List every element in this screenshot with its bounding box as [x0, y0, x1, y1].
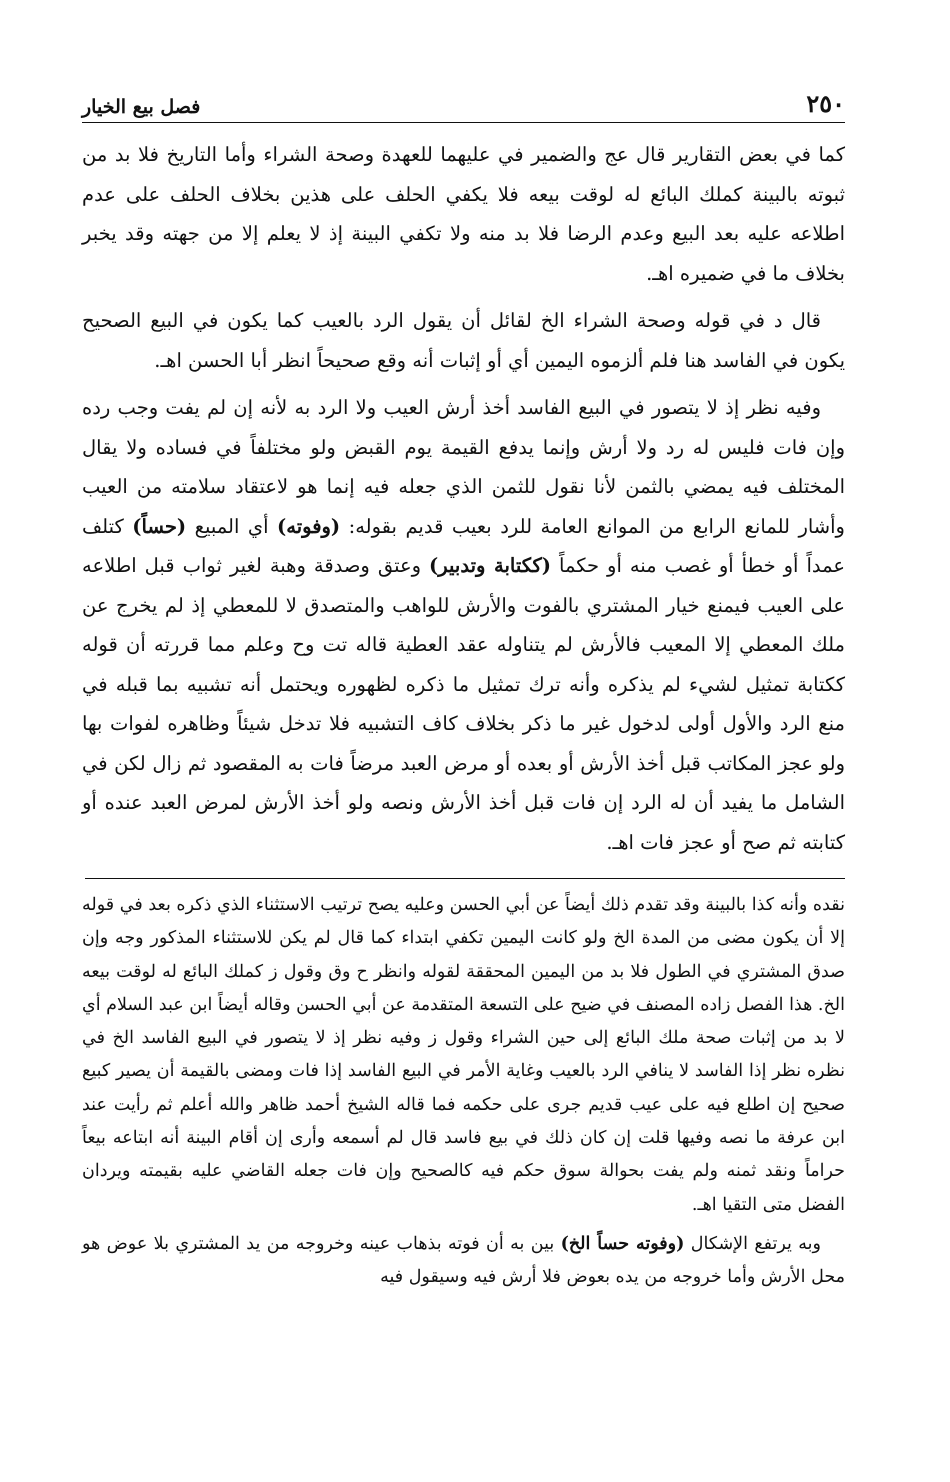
footnote-text: وبه يرتفع الإشكال [690, 1233, 821, 1254]
paragraph [82, 301, 845, 380]
footnote-paragraph [82, 889, 845, 1222]
footnote-paragraph [82, 1228, 845, 1295]
paragraph-text: قال د في قوله وصحة الشراء الخ لقائل أن يقول الرد بالعيب كما يكون في البيع الصحيح يكون في الفاسد هنا فلم ألزموه اليمين أي أو إثبات أنه وقع صحيحاً انظر أبا الحسن اهـ. [82, 309, 845, 372]
matn-quote: (حساً) [132, 514, 187, 538]
footnotes [82, 889, 845, 1295]
matn-quote: (وفوته) [277, 514, 341, 538]
paragraph [82, 135, 845, 293]
paragraph-text: وفيه نظر إذ لا يتصور في البيع الفاسد أخذ أرش العيب ولا الرد به لأنه إن لم يفت وجب رده وإن فات فليس له رد ولا أرش وإنما يدفع القيمة يوم القبض ولو مختلفاً في فساده ولا يقال المختلف فيه يمضي بالثمن لأنا نقول للثمن الذي جعله فيه إنما هو لاعتقاد سلامته من العيب وأشار للمانع الرابع من الموانع العامة للرد بعيب قديم بقوله: [82, 396, 845, 538]
main-text [82, 135, 845, 862]
page-number: ٢٥٠ [806, 89, 845, 118]
paragraph [82, 388, 845, 862]
footnote-text: نقده وأنه كذا بالبينة وقد تقدم ذلك أيضاً عن أبي الحسن وعليه يصح ترتيب الاستثناء الذي ذكره بعد في قوله إلا أن يكون مضى من المدة الخ ولو كانت اليمين تكفي ابتداء كما قال لم يكن للاستثناء المذكور وجه وإن صدق المشتري في الطول فلا بد من اليمين المحققة لقوله وانظر ح وق وقول ز كملك البائع له لوقت بيعه الخ. هذا الفصل زاده المصنف في ضيح على التسعة المتقدمة عن أبي الحسن وقاله أيضاً ابن عبد السلام أي لا بد من إثبات صحة ملك البائع إلى حين الشراء وقول ز وفيه نظر إذ لا يتصور في البيع الفاسد الخ في نظره نظر إذا الفاسد لا ينافي الرد بالعيب وغاية الأمر في البيع الفاسد إذا فات ومضى بالقيمة أن يصير كبيع صحيح إن اطلع فيه على عيب قديم جرى على حكمه فما قاله الشيخ أحمد ظاهر والله أعلم ثم رأيت عند ابن عرفة ما نصه وفيها قلت إن كان ذلك في بيع فاسد قال لم أسمعه وأرى إن أقام البينة أنه ابتاعه بيعاً حراماً ونقد ثمنه ولم يفت بحوالة سوق حكم فيه كالصحيح وإن فات جعله القاضي عليه بقيمته ويردان الفضل متى التقيا اهـ. [82, 895, 845, 1215]
page-header [82, 88, 845, 123]
paragraph-text: كما في بعض التقارير قال عج والضمير في عليهما للعهدة وصحة الشراء وأما التاريخ فلا بد من ثبوته بالبينة كملك البائع له لوقت بيعه فلا يكفي الحلف على هذين بخلاف الحلف على عدم اطلاعه عليه بعد البيع وعدم الرضا فلا بد منه ولا تكفي البينة إذ لا يعلم إلا من جهته وقد يخبر بخلاف ما في ضميره اهـ. [82, 143, 845, 285]
footnote-divider [85, 878, 845, 879]
chapter-title: فصل بيع الخيار [82, 96, 208, 118]
paragraph-text: وعتق وصدقة وهبة لغير ثواب قبل اطلاعه على العيب فيمنع خيار المشتري بالفوت والأرش للواهب والمتصدق لا للمعطي إذ لم يخرج عن ملك المعطي إلا المعيب فالأرش لم يتناوله عقد العطية قاله تت وح وعلم مما قررته أن قوله ككتابة تمثيل لشيء لم يذكره وأنه ترك تمثيل ما ذكره لظهوره ويحتمل أنه تشبيه بما قبله في منع الرد والأول أولى لدخول غير ما ذكر بخلاف كاف التشبيه فلا تدخل شيئاً وظاهره لفوات بها ولو عجز المكاتب قبل أخذ الأرش أو بعده أو مرض العبد مرضاً فات به المقصود ثم زال لكن في الشامل ما يفيد أن له الرد إن فات قبل أخذ الأرش ونصه ولو أخذ الأرش لمرض العبد عنده أو كتابته ثم صح أو عجز فات اهـ. [82, 554, 845, 854]
matn-quote: (وفوته حساً الخ) [560, 1233, 685, 1254]
footnote-text: بين به أن فوته بذهاب عينه وخروجه من يد المشتري بلا عوض هو محل الأرش وأما خروجه من يده بعوض فلا أرش فيه وسيقول فيه [82, 1233, 845, 1288]
paragraph-text: كتلف عمداً أو خطأ أو غصب منه أو حكماً [82, 514, 846, 577]
matn-quote: (ككتابة وتدبير) [429, 554, 551, 577]
paragraph-text: أي المبيع [194, 514, 269, 538]
